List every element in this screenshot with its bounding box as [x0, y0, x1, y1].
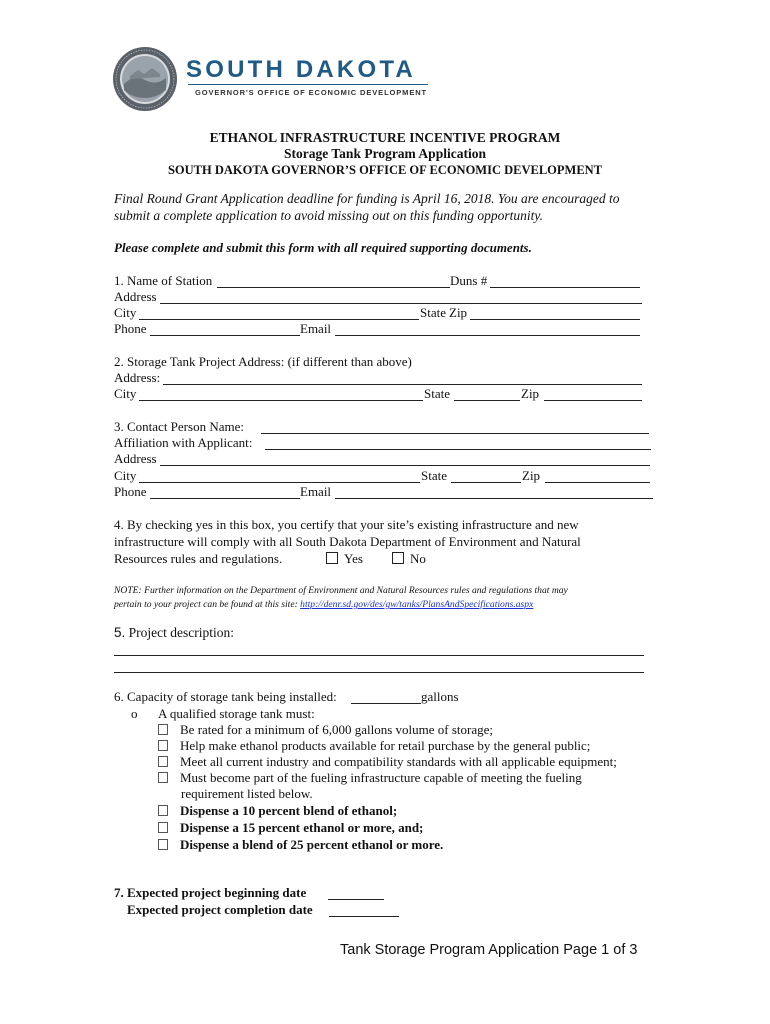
project-description-line-1[interactable] — [114, 655, 644, 656]
bullet-icon — [158, 756, 168, 767]
project-zip-label: Zip — [521, 386, 540, 401]
bullet-icon — [158, 740, 168, 751]
note-prefix: pertain to your project can be found at this site: — [114, 599, 301, 610]
blend-item: Dispense a 15 percent ethanol or more, and; — [158, 820, 423, 836]
project-address-field[interactable] — [163, 384, 642, 385]
project-zip-field[interactable] — [544, 400, 642, 401]
begin-date-field[interactable] — [328, 899, 384, 900]
duns-label: Duns # — [450, 273, 488, 288]
requirement-item: Be rated for a minimum of 6,000 gallons volume of storage; — [158, 722, 493, 738]
contact-email-field[interactable] — [335, 498, 653, 499]
zip-label: Zip — [449, 305, 468, 320]
project-city-label: City — [114, 386, 137, 401]
contact-email-label: Email — [300, 484, 332, 499]
affiliation-field[interactable] — [265, 449, 651, 450]
project-state-label: State — [424, 386, 450, 401]
bullet-icon — [158, 839, 168, 850]
blend-item: Dispense a blend of 25 percent ethanol or more. — [158, 837, 443, 853]
yes-label: Yes — [344, 551, 363, 566]
affiliation-label: Affiliation with Applicant: — [114, 435, 253, 450]
contact-name-field[interactable] — [261, 433, 649, 434]
begin-date-label: 7. Expected project beginning date — [114, 885, 307, 900]
note-line-2 — [114, 598, 533, 612]
deadline-line-1: Final Round Grant Application deadline for funding is April 16, 2018. You are encouraged to — [114, 191, 620, 206]
zip-field[interactable] — [470, 319, 640, 320]
brand-subtitle: GOVERNOR'S OFFICE OF ECONOMIC DEVELOPMENT — [195, 88, 428, 97]
office-title: SOUTH DAKOTA GOVERNOR’S OFFICE OF ECONOMIC DEVELOPMENT — [167, 163, 603, 177]
deadline-line-2: submit a complete application to avoid missing out on this funding opportunity. — [114, 208, 543, 223]
bullet-icon — [158, 822, 168, 833]
project-description-line-2[interactable] — [114, 672, 644, 673]
project-description-number: 5. — [114, 625, 126, 640]
program-title: ETHANOL INFRASTRUCTURE INCENTIVE PROGRAM — [209, 130, 561, 145]
denr-link[interactable]: http://denr.sd.gov/des/gw/tanks/PlansAndSpecifications.aspx — [300, 599, 534, 610]
certify-line-1: 4. By checking yes in this box, you certify that your site’s existing infrastructure and new — [114, 517, 579, 532]
completion-date-label: Expected project completion date — [127, 902, 313, 917]
contact-name-label: 3. Contact Person Name: — [114, 419, 244, 434]
project-address-title: 2. Storage Tank Project Address: (if different than above) — [114, 354, 412, 369]
no-checkbox[interactable] — [392, 552, 404, 564]
state-seal-icon — [112, 46, 178, 112]
station-name-label: 1. Name of Station — [114, 273, 213, 288]
page-footer: Tank Storage Program Application Page 1 of 3 — [340, 942, 638, 958]
certify-line-3: Resources rules and regulations. — [114, 551, 283, 566]
duns-field[interactable] — [490, 287, 640, 288]
requirement-item: Meet all current industry and compatibility standards with all applicable equipment; — [158, 754, 617, 770]
capacity-label: 6. Capacity of storage tank being installed: — [114, 689, 337, 704]
contact-zip-field[interactable] — [545, 482, 650, 483]
no-label: No — [410, 551, 426, 566]
sub-marker: o — [131, 706, 138, 721]
yes-option[interactable] — [326, 551, 363, 567]
completion-date-field[interactable] — [329, 916, 399, 917]
project-description-text: Project description: — [125, 625, 234, 640]
station-name-field[interactable] — [217, 287, 450, 288]
city-field[interactable] — [139, 319, 419, 320]
address-label: Address — [114, 289, 157, 304]
project-state-field[interactable] — [454, 400, 520, 401]
contact-state-field[interactable] — [451, 482, 521, 483]
blend-item: Dispense a 10 percent blend of ethanol; — [158, 803, 397, 819]
requirement-item: Help make ethanol products available for retail purchase by the general public; — [158, 738, 590, 754]
project-description-label — [114, 625, 234, 641]
requirement-item: Must become part of the fueling infrastructure capable of meeting the fueling — [158, 770, 582, 786]
requirement-item-continued: requirement listed below. — [181, 786, 313, 801]
email-label: Email — [300, 321, 332, 336]
contact-address-field[interactable] — [160, 465, 650, 466]
email-field[interactable] — [335, 335, 640, 336]
state-label: State — [420, 305, 446, 320]
gallons-label: gallons — [421, 689, 459, 704]
no-option[interactable] — [392, 551, 426, 567]
contact-phone-field[interactable] — [150, 498, 300, 499]
bullet-icon — [158, 772, 168, 783]
certify-line-2: infrastructure will comply with all South Dakota Department of Environment and Natural — [114, 534, 581, 549]
contact-city-field[interactable] — [139, 482, 420, 483]
instruction-text: Please complete and submit this form with all required supporting documents. — [114, 240, 532, 255]
contact-state-label: State — [421, 468, 447, 483]
contact-phone-label: Phone — [114, 484, 147, 499]
address-field[interactable] — [160, 303, 642, 304]
project-city-field[interactable] — [139, 400, 423, 401]
qualified-tank-label: A qualified storage tank must: — [158, 706, 315, 721]
capacity-field[interactable] — [351, 703, 421, 704]
phone-label: Phone — [114, 321, 147, 336]
contact-address-label: Address — [114, 451, 157, 466]
application-title: Storage Tank Program Application — [284, 146, 486, 161]
yes-checkbox[interactable] — [326, 552, 338, 564]
brand-name: SOUTH DAKOTA — [186, 56, 416, 83]
contact-city-label: City — [114, 468, 137, 483]
brand-divider — [188, 84, 428, 85]
project-address-label: Address: — [114, 370, 161, 385]
bullet-icon — [158, 805, 168, 816]
phone-field[interactable] — [150, 335, 300, 336]
bullet-icon — [158, 724, 168, 735]
city-label: City — [114, 305, 137, 320]
contact-zip-label: Zip — [522, 468, 541, 483]
note-line-1: NOTE: Further information on the Department of Environment and Natural Resources rules and regulations that may — [114, 585, 568, 596]
